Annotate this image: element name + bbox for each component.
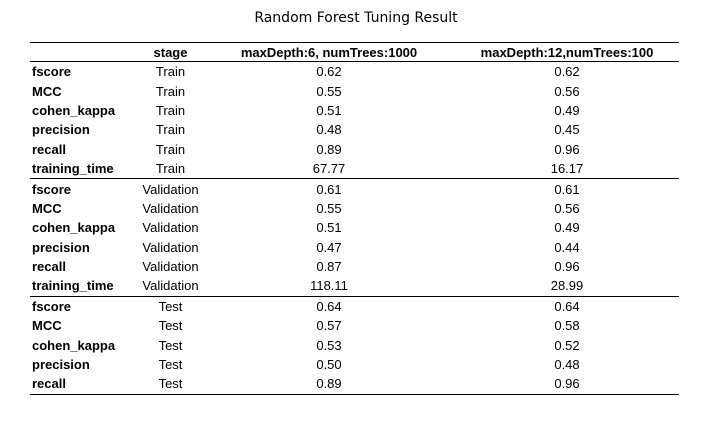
table-row <box>30 120 679 139</box>
config-a-cell: 0.50 <box>316 357 342 373</box>
stage-cell: Validation <box>142 239 199 255</box>
config-a-cell: 0.51 <box>316 102 342 118</box>
stage-cell: Train <box>155 83 186 99</box>
stage-cell: Validation <box>142 181 199 197</box>
table-row <box>30 159 679 179</box>
stage-cell: Train <box>155 64 186 80</box>
header-row <box>30 43 679 62</box>
config-a-cell: 118.11 <box>203 276 455 296</box>
table-row <box>30 276 679 296</box>
config-b-cell: 0.58 <box>554 318 580 334</box>
config-a-cell: 0.51 <box>316 220 342 236</box>
config-a-cell: 0.87 <box>316 259 342 275</box>
metric-cell: MCC <box>32 83 62 99</box>
metric-cell: MCC <box>32 318 62 334</box>
metric-cell: cohen_kappa <box>32 337 116 353</box>
config-a-cell: 0.47 <box>316 239 342 255</box>
metric-cell: cohen_kappa <box>32 220 116 236</box>
config-b-cell: 0.64 <box>554 298 580 314</box>
chart-title: Random Forest Tuning Result <box>254 10 458 26</box>
metric-cell: training_time <box>30 276 138 296</box>
header-config-b: maxDepth:12,numTrees:100 <box>455 43 679 62</box>
config-b-cell: 0.56 <box>554 200 580 216</box>
table-body <box>30 62 679 395</box>
config-b-cell: 0.52 <box>554 337 580 353</box>
table-row <box>30 296 679 316</box>
header-config-a: maxDepth:6, numTrees:1000 <box>203 43 455 62</box>
config-b-cell: 0.61 <box>554 181 580 197</box>
table-row <box>30 257 679 276</box>
table-row <box>30 179 679 199</box>
table-row <box>30 316 679 335</box>
stage-cell: Validation <box>142 200 199 216</box>
table-row <box>30 140 679 159</box>
config-a-cell: 0.48 <box>316 122 342 138</box>
config-b-cell: 0.96 <box>455 374 679 394</box>
table-row <box>30 374 679 394</box>
metric-cell: training_time <box>30 159 138 179</box>
table-row <box>30 101 679 120</box>
config-a-cell: 0.61 <box>316 181 342 197</box>
stage-cell: Test <box>158 298 183 314</box>
config-b-cell: 0.49 <box>554 220 580 236</box>
metric-cell: precision <box>32 239 90 255</box>
stage-cell: Test <box>158 337 183 353</box>
metric-cell: fscore <box>32 298 72 314</box>
stage-cell: Test <box>158 318 183 334</box>
config-b-cell: 28.99 <box>455 276 679 296</box>
metric-cell: fscore <box>32 181 72 197</box>
config-a-cell: 0.89 <box>203 374 455 394</box>
metric-cell: recall <box>32 141 66 157</box>
stage-cell: Validation <box>138 276 203 296</box>
config-a-cell: 0.64 <box>316 298 342 314</box>
stage-cell: Train <box>138 159 203 179</box>
config-b-cell: 0.62 <box>554 64 580 80</box>
config-a-cell: 0.55 <box>316 200 342 216</box>
metric-cell: precision <box>32 357 90 373</box>
config-b-cell: 0.49 <box>554 102 580 118</box>
stage-cell: Validation <box>142 259 199 275</box>
config-a-cell: 67.77 <box>203 159 455 179</box>
metric-cell: precision <box>32 122 90 138</box>
stage-cell: Test <box>158 357 183 373</box>
metric-cell: cohen_kappa <box>32 102 116 118</box>
config-b-cell: 0.96 <box>554 259 580 275</box>
config-b-cell: 0.96 <box>554 141 580 157</box>
config-b-cell: 0.48 <box>554 357 580 373</box>
metric-cell: recall <box>32 259 66 275</box>
stage-cell: Test <box>138 374 203 394</box>
config-b-cell: 0.45 <box>554 122 580 138</box>
config-a-cell: 0.55 <box>316 83 342 99</box>
header-metric <box>30 43 138 62</box>
config-a-cell: 0.53 <box>316 337 342 353</box>
stage-cell: Validation <box>142 220 199 236</box>
results-table <box>30 42 679 395</box>
table-row <box>30 238 679 257</box>
config-b-cell: 0.44 <box>554 239 580 255</box>
metric-cell: fscore <box>32 64 72 80</box>
table-row <box>30 199 679 218</box>
config-a-cell: 0.57 <box>316 318 342 334</box>
metric-cell: recall <box>30 374 138 394</box>
table-row <box>30 355 679 374</box>
metric-cell: MCC <box>32 200 62 216</box>
table-row <box>30 81 679 100</box>
config-b-cell: 16.17 <box>455 159 679 179</box>
config-a-cell: 0.89 <box>316 141 342 157</box>
stage-cell: Train <box>155 122 186 138</box>
stage-cell: Train <box>155 102 186 118</box>
table-row <box>30 335 679 354</box>
table-row <box>30 62 679 82</box>
header-stage: stage <box>138 43 203 62</box>
table-row <box>30 218 679 237</box>
config-b-cell: 0.56 <box>554 83 580 99</box>
config-a-cell: 0.62 <box>316 64 342 80</box>
stage-cell: Train <box>155 141 186 157</box>
